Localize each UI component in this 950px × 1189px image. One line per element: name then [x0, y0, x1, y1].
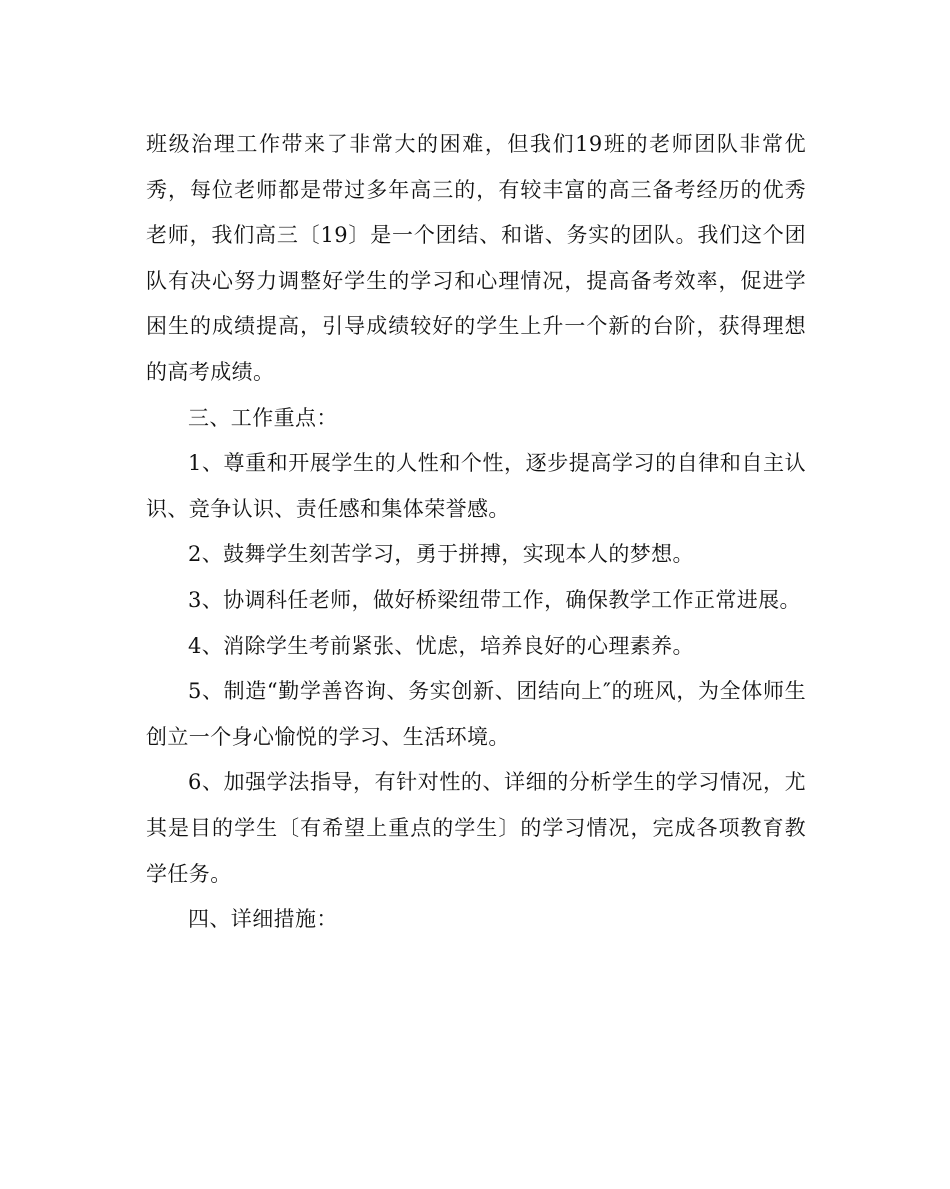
document-body [146, 122, 806, 943]
list-item-2: 2、鼓舞学生刻苦学习，勇于拼搏，实现本人的梦想。 [188, 542, 694, 567]
paragraph-class-management: 班级治理工作带来了非常大的困难，但我们19班的老师团队非常优秀，每位老师都是带过多年高三的，有较丰富的高三备考经历的优秀老师，我们高三〔19〕是一个团结、和谐、务实的团队。我们这个团队有决心努力调整好学生的学习和心理情况，提高备考效率，促进学困生的成绩提高，引导成绩较好的学生上升一个新的台阶，获得理想的高考成绩。 [146, 132, 806, 384]
heading-specific-measures: 四、详细措施： [188, 907, 338, 932]
list-item-4: 4、消除学生考前紧张、忧虑，培养良好的心理素养。 [188, 633, 694, 658]
list-item-6: 6、加强学法指导，有针对性的、详细的分析学生的学习情况，尤其是目的学生〔有希望上重点的学生〕的学习情况，完成各项教育教学任务。 [146, 770, 806, 886]
list-item-1: 1、尊重和开展学生的人性和个性，逐步提高学习的自律和自主认识、竞争认识、责任感和集体荣誉感。 [146, 451, 806, 521]
heading-work-focus: 三、工作重点： [188, 405, 338, 430]
list-item-5: 5、制造“勤学善咨询、务实创新、团结向上″的班风，为全体师生创立一个身心愉悦的学习、生活环境。 [146, 679, 806, 749]
list-item-3: 3、协调科任老师，做好桥梁纽带工作，确保教学工作正常进展。 [188, 587, 801, 612]
